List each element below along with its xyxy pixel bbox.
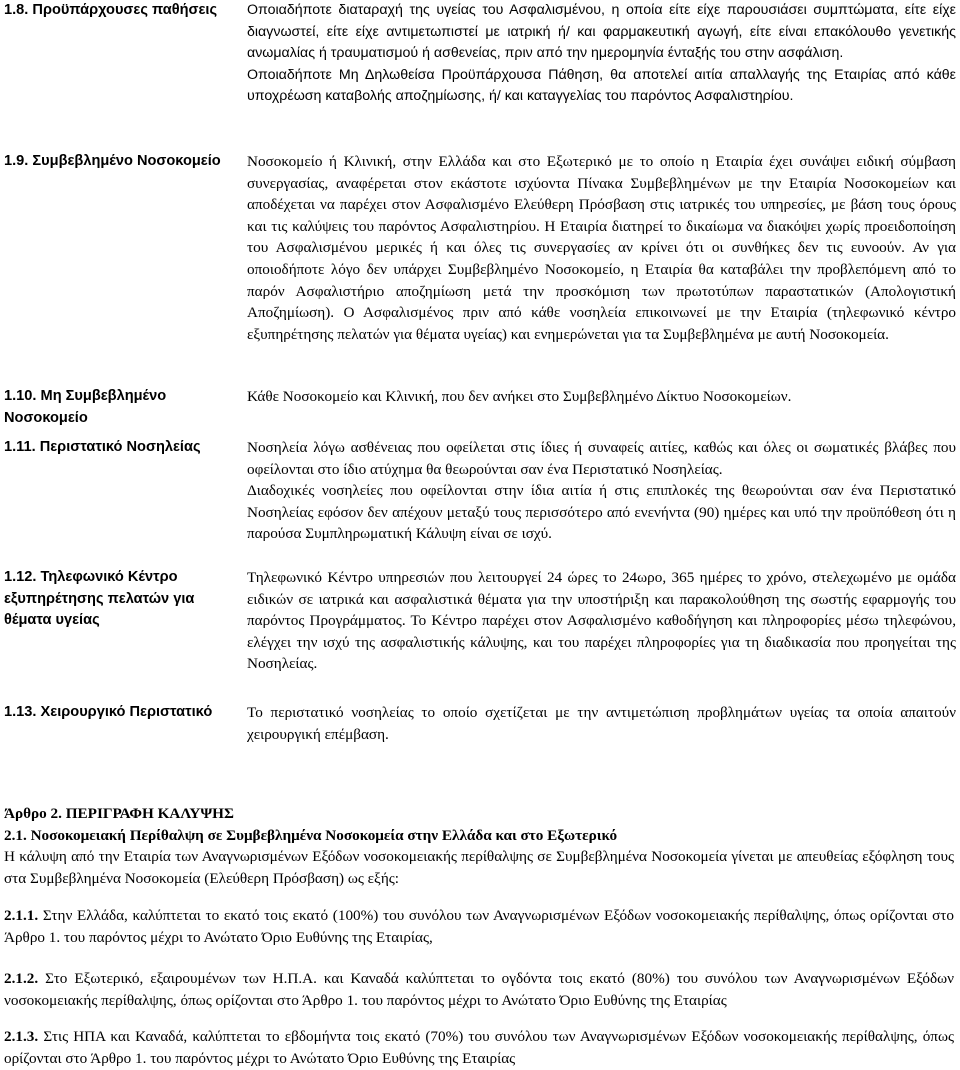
definition-paragraph: Οποιαδήποτε διαταραχή της υγείας του Ασφαλισμένου, η οποία είτε είχε παρουσιάσει συμπτώματα, είτε είχε διαγνωστεί, είτε είχε αντιμετωπιστεί με ιατρική ή/ και φαρμακευτική αγωγή, είτε είναι επακόλουθο γενετικής ανωμαλίας ή τραυματισμού ή ασθενείας, πριν από την ημερομηνία ένταξής του στην ασφάλιση. (247, 2, 956, 62)
section-heading: 2.1. Νοσοκομειακή Περίθαλψη σε Συμβεβλημένα Νοσοκομεία στην Ελλάδα και στο Εξωτερικό (4, 826, 618, 844)
definition-paragraph: Κάθε Νοσοκομείο και Κλινική, που δεν ανήκει στο Συμβεβλημένο Δίκτυο Νοσοκομείων. (247, 388, 792, 405)
definition-number: 1.8. (4, 2, 29, 18)
definition-term-label: Μη Συμβεβλημένο Νοσοκομείο (4, 388, 167, 426)
definition-paragraph: Τηλεφωνικό Κέντρο υπηρεσιών που λειτουργεί 24 ώρες το 24ωρο, 365 ημέρες το χρόνο, στελεχωμένο με ομάδα ειδικών σε ιατρικά και ασφαλιστικά θέματα για την υποστήριξη και παρακολούθηση της σωστής εφαρμογής του παρόντος Προγράμματος. Το Κέντρο παρέχει στον Ασφαλισμένο καθοδήγηση και πληροφορίες μέσω τηλεφώνου, ελέγχει την ισχύ της ασφαλιστικής κάλυψης, και του παρέχει πληροφορίες για τη διαδικασία που προηγείται της Νοσηλείας. (247, 569, 956, 673)
clause-2-1-2 (4, 968, 954, 1011)
clause-number: 2.1.2. (4, 970, 39, 987)
section-intro: Η κάλυψη από την Εταιρία των Αναγνωρισμένων Εξόδων νοσοκομειακής περίθαλψης σε Συμβεβλημένα Νοσοκομεία γίνεται με απευθείας εξόφληση τους στα Συμβεβλημένα Νοσοκομεία (Ελεύθερη Πρόσβαση) ως εξής: (4, 848, 954, 887)
definition-paragraph: Διαδοχικές νοσηλείες που οφείλονται στην ίδια αιτία ή στις επιπλοκές της θεωρούνται σαν ένα Περιστατικό Νοσηλείας εφόσον δεν απέχουν μεταξύ τους περισσότερο από ενενήντα (90) ημέρες και υπό την προϋπόθεση ότι η παρούσα Συμπληρωματική Κάλυψη είναι σε ισχύ. (247, 482, 956, 543)
clause-text: Στις ΗΠΑ και Καναδά, καλύπτεται το εβδομήντα τοις εκατό (70%) του συνόλου των Αναγνωρισμένων Εξόδων νοσοκομειακής περίθαλψης, όπως ορίζονται στο Άρθρο 1. του παρόντος μέχρι το Ανώτατο Όριο Ευθύνης της Εταιρίας (4, 1028, 954, 1067)
definition-term (4, 386, 229, 429)
clause-number: 2.1.1. (4, 907, 39, 924)
clause-number: 2.1.3. (4, 1028, 39, 1045)
definition-paragraph: Νοσηλεία λόγω ασθένειας που οφείλεται στις ίδιες ή συναφείς αιτίες, καθώς και όλες οι σωματικές βλάβες που οφείλονται στο ίδιο ατύχημα θα θεωρούνται σαν ένα Περιστατικό Νοσηλείας. (247, 439, 956, 478)
definition-paragraph: Νοσοκομείο ή Κλινική, στην Ελλάδα και στο Εξωτερικό με το οποίο η Εταιρία έχει συνάψει ειδική σύμβαση συνεργασίας, αναφέρεται στον εκάστοτε ισχύοντα Πίνακα Συμβεβλημένων με την Εταιρία Νοσοκομείων και αποδέχεται να παρέχει στον Ασφαλισμένο Ελεύθερη Πρόσβαση στις ιατρικές του υπηρεσίες, με βάση τους όρους και τις καλύψεις του παρόντος Ασφαλιστηρίου. Η Εταιρία διατηρεί το δικαίωμα να διακόψει χωρίς προειδοποίηση του Ασφαλισμένου μερικές ή και όλες τις συνεργασίες αν κρίνει ότι οι συνθήκες δεν τις ευνοούν. Αν για οποιοδήποτε λόγο δεν υπάρχει Συμβεβλημένο Νοσοκομείο, η Εταιρία θα καταβάλει την προβλεπόμενη από το παρόν Ασφαλιστήριο αποζημίωση μετά την προσκόμιση των πρωτοτύπων παραστατικών (Απολογιστική Αποζημίωση). Ο Ασφαλισμένος πριν από κάθε νοσηλεία επικοινωνεί με την Εταιρία (τηλεφωνικό κέντρο εξυπηρέτησης πελατών για θέματα υγείας) και ενημερώνεται για τα Συμβεβλημένα με αυτή Νοσοκομεία. (247, 153, 956, 343)
article-heading: Άρθρο 2. ΠΕΡΙΓΡΑΦΗ ΚΑΛΥΨΗΣ (4, 805, 234, 822)
definition-text (247, 151, 956, 345)
article-2 (4, 803, 954, 889)
definition-number: 1.13. (4, 704, 37, 720)
definition-text (247, 386, 956, 408)
definition-text (247, 437, 956, 545)
clause-2-1-1 (4, 905, 954, 948)
definition-text (247, 567, 956, 675)
clause-text: Στο Εξωτερικό, εξαιρουμένων των Η.Π.Α. και Καναδά καλύπτεται το ογδόντα τοις εκατό (80%) του συνόλου των Αναγνωρισμένων Εξόδων νοσοκομειακής περίθαλψης, όπως ορίζονται στο Άρθρο 1. του παρόντος μέχρι το Ανώτατο Όριο Ευθύνης της Εταιρίας (4, 970, 955, 1009)
definition-term-label: Συμβεβλημένο Νοσοκομείο (32, 153, 221, 169)
definition-term-label: Τηλεφωνικό Κέντρο εξυπηρέτησης πελατών για θέματα υγείας (4, 569, 195, 629)
definition-paragraph: Οποιαδήποτε Μη Δηλωθείσα Προϋπάρχουσα Πάθηση, θα αποτελεί αιτία απαλλαγής της Εταιρίας από κάθε υποχρέωση καταβολής αποζημίωσης, ή/ και καταγγελίας του παρόντος Ασφαλιστηρίου. (247, 66, 956, 105)
definition-number: 1.10. (4, 388, 37, 404)
definition-term (4, 151, 229, 173)
definition-term (4, 0, 229, 22)
definition-term-label: Περιστατικό Νοσηλείας (39, 439, 201, 455)
definition-term-label: Προϋπάρχουσες παθήσεις (32, 2, 218, 18)
clause-2-1-3 (4, 1026, 954, 1069)
definition-term (4, 567, 229, 632)
clause-text: Στην Ελλάδα, καλύπτεται το εκατό τοις εκατό (100%) του συνόλου των Αναγνωρισμένων Εξόδων νοσοκομειακής περίθαλψης, όπως ορίζονται στο Άρθρο 1. του παρόντος μέχρι το Ανώτατο Όριο Ευθύνης της Εταιρίας, (4, 907, 955, 946)
definition-text (247, 702, 956, 745)
definition-term (4, 437, 229, 459)
definition-number: 1.12. (4, 569, 37, 585)
definition-term (4, 702, 229, 724)
definition-number: 1.11. (4, 439, 36, 455)
definition-number: 1.9. (4, 153, 29, 169)
definition-text (247, 0, 956, 108)
definition-paragraph: Το περιστατικό νοσηλείας το οποίο σχετίζεται με την αντιμετώπιση προβλημάτων υγείας τα οποία απαιτούν χειρουργική επέμβαση. (247, 704, 956, 743)
definition-term-label: Χειρουργικό Περιστατικό (40, 704, 213, 720)
